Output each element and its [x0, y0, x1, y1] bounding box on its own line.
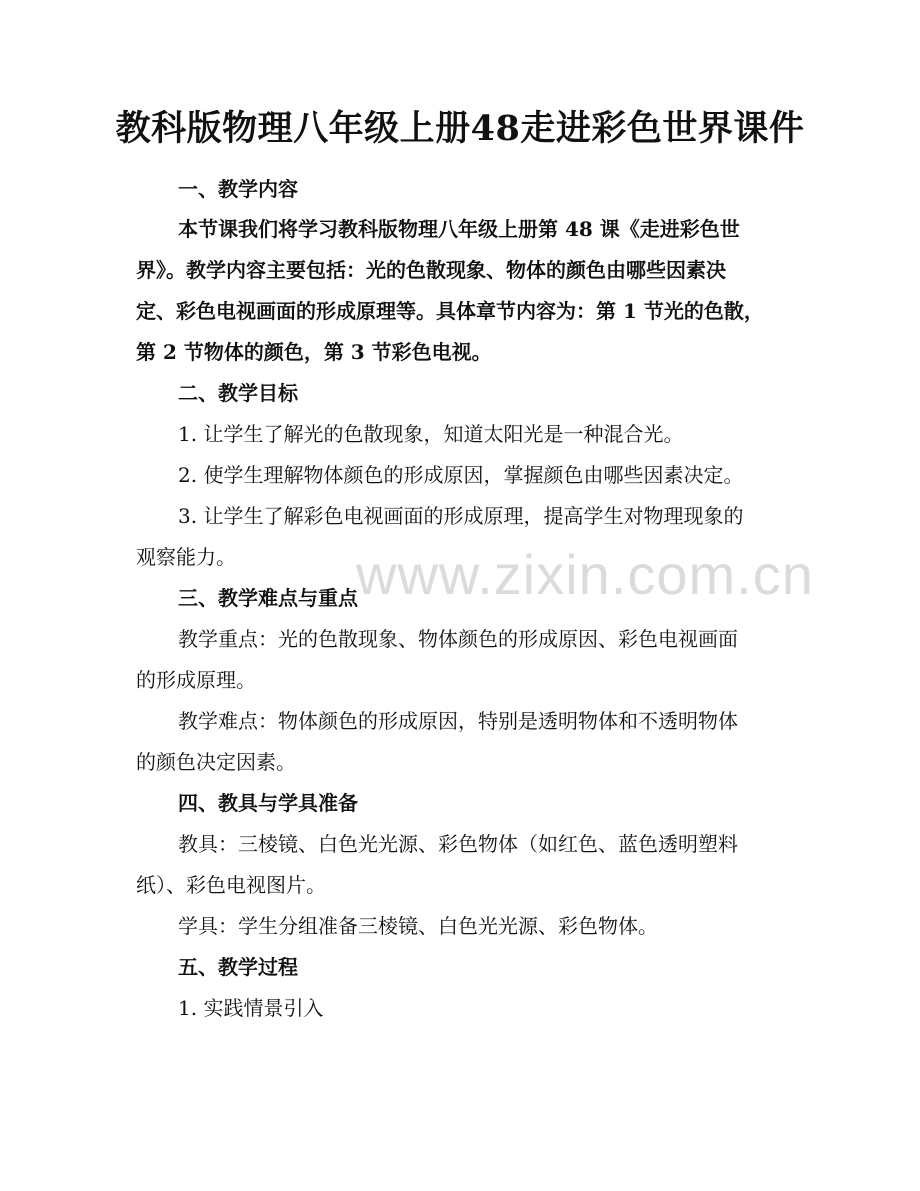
- paragraph-line: 的形成原理。: [136, 668, 256, 692]
- paragraph-line: 教学难点：物体颜色的形成原因，特别是透明物体和不透明物体: [178, 709, 738, 733]
- section-heading-difficulties: 三、教学难点与重点: [178, 586, 358, 610]
- section-heading-teaching-goals: 二、教学目标: [178, 381, 298, 405]
- list-item: 3. 让学生了解彩色电视画面的形成原理，提高学生对物理现象的: [178, 504, 744, 528]
- paragraph-line: 教具：三棱镜、白色光光源、彩色物体（如红色、蓝色透明塑料: [178, 832, 738, 856]
- paragraph-line: 的颜色决定因素。: [136, 750, 296, 774]
- paragraph-line: 本节课我们将学习教科版物理八年级上册第 48 课《走进彩色世: [178, 217, 740, 241]
- list-item-continuation: 观察能力。: [136, 545, 236, 569]
- paragraph-line: 纸）、彩色电视图片。: [136, 873, 326, 897]
- list-item: 1. 实践情景引入: [178, 996, 324, 1020]
- section-heading-teaching-content: 一、教学内容: [178, 177, 298, 201]
- section-heading-process: 五、教学过程: [178, 955, 298, 979]
- paragraph-line: 第 2 节物体的颜色，第 3 节彩色电视。: [136, 340, 492, 364]
- list-item: 2. 使学生理解物体颜色的形成原因，掌握颜色由哪些因素决定。: [178, 463, 744, 487]
- paragraph-line: 教学重点：光的色散现象、物体颜色的形成原因、彩色电视画面: [178, 627, 738, 651]
- list-item: 1. 让学生了解光的色散现象，知道太阳光是一种混合光。: [178, 422, 684, 446]
- paragraph-line: 界》。教学内容主要包括：光的色散现象、物体的颜色由哪些因素决: [136, 258, 726, 282]
- paragraph-line: 学具：学生分组准备三棱镜、白色光光源、彩色物体。: [178, 914, 658, 938]
- section-heading-materials: 四、教具与学具准备: [178, 791, 358, 815]
- watermark-text: www.zixin.com.cn: [356, 543, 814, 606]
- document-title: 教科版物理八年级上册48走进彩色世界课件: [115, 108, 805, 149]
- paragraph-line: 定、彩色电视画面的形成原理等。具体章节内容为：第 1 节光的色散，: [136, 299, 764, 323]
